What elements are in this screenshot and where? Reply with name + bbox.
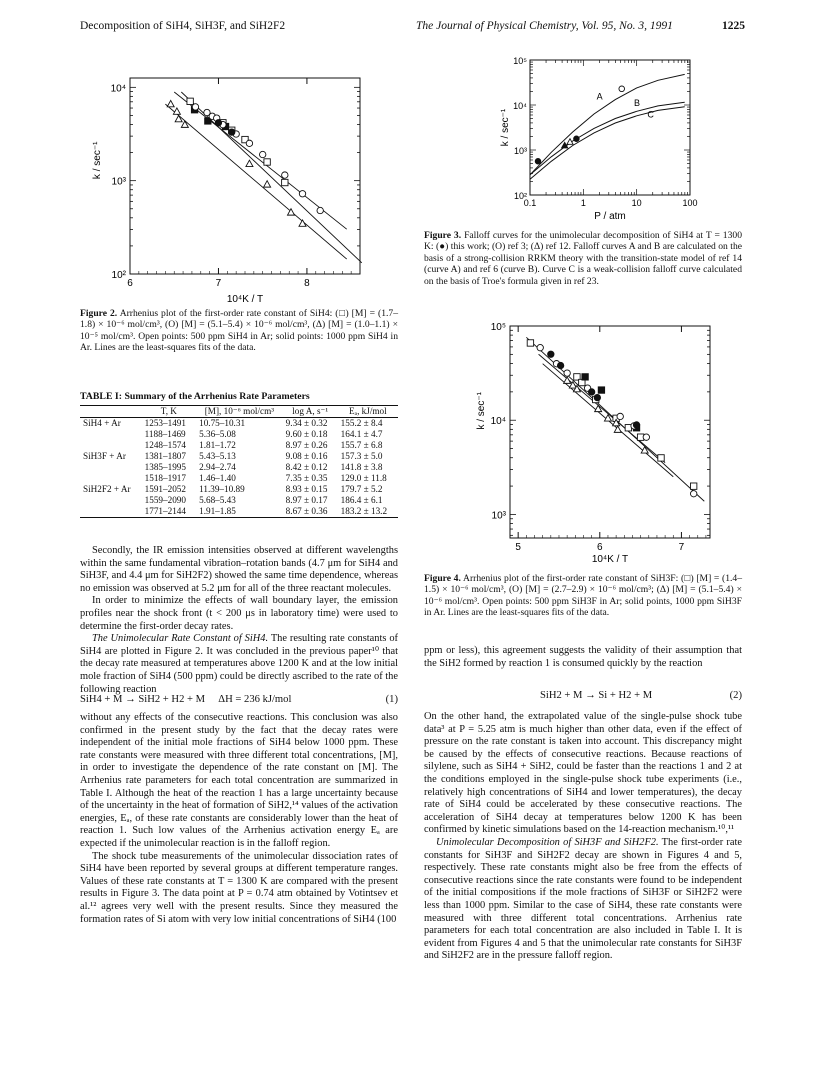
data-point-circle: [574, 136, 580, 142]
paragraph: In order to minimize the effects of wall boundary layer, the emission profiles near the shock front (t < 200 μs in laboratory time) were used to determine the first-order decay rates.: [80, 595, 398, 632]
table-cell: SiH4 + Ar: [83, 418, 121, 428]
header-journal: The Journal of Physical Chemistry, Vol. 95, No. 3, 1991: [416, 20, 673, 32]
data-point-square: [582, 374, 588, 380]
table-cell: [80, 462, 142, 473]
figure-3-caption: [424, 230, 742, 287]
data-point-circle: [548, 351, 554, 357]
figure-4-label: Figure 4.: [424, 573, 461, 584]
table-cell: 5.43–5.13: [199, 451, 236, 461]
section-heading: The Unimolecular Rate Constant of SiH4.: [92, 633, 269, 645]
paragraph-text: The resulting rate constants of SiH4 are plotted in Figure 2. It was concluded in the previous paper¹⁰ that the decay rate measured at temperatures above 1200 K and at the low initial mole fraction of SiH4 (500 ppm) could be directly ascribed to the rate of the following reaction: [80, 633, 399, 695]
table-cell: 1771–2144: [144, 506, 186, 516]
y-tick-label: 10³: [491, 510, 506, 522]
table-cell: 1518–1917: [144, 473, 186, 483]
data-point-triangle: [167, 100, 174, 106]
table-row: [80, 429, 398, 440]
table-1-body: [80, 418, 398, 518]
table-cell: [80, 429, 142, 440]
table-cell: 157.3 ± 5.0: [340, 451, 383, 461]
paragraph: ppm or less), this agreement suggests the validity of their assumption that the SiH2 formed by reaction 1 is consumed quickly by the reaction: [424, 645, 742, 669]
data-point-square: [187, 98, 193, 104]
table-cell: 183.2 ± 13.2: [340, 506, 388, 516]
data-point-circle: [619, 86, 625, 92]
x-tick-label: 6: [127, 278, 133, 289]
data-point-square: [598, 387, 604, 393]
data-point-circle: [259, 151, 265, 157]
table-cell: 8.93 ± 0.15: [285, 484, 328, 494]
data-point-square: [690, 483, 696, 489]
paragraph: On the other hand, the extrapolated value of the single-pulse shock tube data³ at P = 5.25 atm is much higher than other data, even if the effect of pressure on the rate constant is taken into account. This discrepancy might be caused by the effects of consecutive reactions. Because reactions of silylene, such as SiH4 + SiH2, could be faster than the reactions 1 and 2 at the conditions employed in the single-pulse shock tube experiments (i.e., relatively high concentrations of SiH4 and lower temperatures), the decay rate of SiH4 could be accelerated by these consecutive reactions. The acceleration of SiH4 decay at temperatures below 1200 K has been confirmed by kinetic simulations based on the 14-reaction mechanism.¹⁰,¹¹: [424, 711, 742, 836]
data-point-circle: [537, 344, 543, 350]
equation-2-text: SiH2 + M → Si + H2 + M: [540, 690, 653, 701]
x-axis-label: P / atm: [594, 211, 626, 222]
table-cell: 5.36–5.08: [199, 429, 236, 439]
x-tick-label: 10: [631, 198, 642, 208]
section-heading: Unimolecular Decomposition of SiH3F and SiH2F2.: [436, 836, 659, 848]
x-axis-label: 10⁴K / T: [226, 294, 264, 305]
data-point-circle: [215, 120, 221, 126]
data-point-circle: [317, 207, 323, 213]
y-axis-label: k / sec⁻¹: [476, 392, 487, 430]
table-cell: [80, 440, 142, 451]
table-cell: 1591–2052: [144, 484, 186, 494]
figure-2-label: Figure 2.: [80, 308, 118, 319]
table-cell: 1188–1469: [144, 429, 186, 439]
table-cell: [80, 506, 142, 518]
table-cell: 1385–1995: [144, 462, 186, 472]
y-tick-label: 10²: [513, 191, 527, 201]
table-header-cell: Eₐ, kJ/mol: [348, 406, 387, 416]
data-point-circle: [557, 362, 563, 368]
data-point-circle: [192, 104, 198, 110]
data-point-triangle: [173, 108, 180, 114]
table-1: [80, 391, 398, 518]
table-cell: 141.8 ± 3.8: [340, 462, 383, 472]
data-point-circle: [564, 370, 570, 376]
figure-4-chart: [470, 312, 720, 574]
data-point-circle: [594, 394, 600, 400]
falloff-curve: [530, 102, 685, 175]
table-cell: 1253–1491: [144, 418, 186, 428]
x-tick-label: 8: [304, 278, 310, 289]
x-tick-label: 7: [678, 542, 685, 553]
paragraph: The shock tube measurements of the unimolecular dissociation rates of SiH4 have been reported by several groups at different temperature ranges. Values of these rate constants at T = 1300 K are compared with the present results in Figure 3. The data point at P = 0.74 atm obtained by Votintsev et al.¹² agrees very well with the present results. Since they measured the formation rates of Si atom with very low initial concentrations of SiH4 (100: [80, 850, 398, 925]
x-tick-label: 5: [515, 542, 521, 553]
data-point-circle: [588, 389, 594, 395]
table-cell: 186.4 ± 6.1: [340, 495, 383, 505]
plot-frame: [530, 60, 690, 195]
table-cell: 1.46–1.40: [199, 473, 236, 483]
data-point-triangle: [264, 181, 271, 187]
data-point-square: [658, 455, 664, 461]
plot-frame: [510, 326, 710, 538]
data-point-circle: [643, 434, 649, 440]
table-cell: 8.97 ± 0.26: [285, 440, 328, 450]
table-1-grid: [80, 405, 398, 518]
y-tick-label: 10⁵: [490, 322, 506, 333]
data-point-square: [264, 159, 270, 165]
table-header-cell: log A, s⁻¹: [292, 406, 329, 416]
paragraph: [424, 837, 742, 963]
table-cell: 155.7 ± 6.8: [340, 440, 383, 450]
data-point-triangle: [564, 377, 571, 383]
figure-2-caption: [80, 308, 398, 354]
y-tick-label: 10²: [111, 270, 126, 281]
table-header-cell: [M], 10⁻⁶ mol/cm³: [204, 406, 274, 416]
figure-4-caption: [424, 573, 742, 619]
table-row: [80, 440, 398, 451]
y-axis-label: k / sec⁻¹: [500, 108, 511, 147]
table-row: [80, 462, 398, 473]
figure-3-label: Figure 3.: [424, 230, 462, 241]
table-cell: [80, 495, 142, 506]
x-tick-label: 1: [580, 198, 586, 208]
paragraph: [80, 633, 398, 696]
curve-label: B: [634, 97, 641, 108]
table-cell: 11.39–10.89: [199, 484, 245, 494]
table-cell: 129.0 ± 11.8: [340, 473, 387, 483]
table-cell: 179.7 ± 5.2: [340, 484, 383, 494]
table-cell: 1381–1807: [144, 451, 186, 461]
table-cell: [80, 473, 142, 484]
figure-3-chart: [490, 50, 720, 230]
table-cell: 1.81–1.72: [199, 440, 236, 450]
figure-2-caption-text: Arrhenius plot of the first-order rate constant of SiH4: (□) [M] = (1.7–1.8) × 10⁻⁶ mol/cm³, (O) [M] = (5.1–5.4) × 10⁻⁶ mol/cm³, (Δ) [M] = (1.0–1.1) × 10⁻⁵ mol/cm³. Open points: 500 ppm SiH4 in Ar; solid points: 1000 ppm SiH4 in Ar. Lines are the least-squares fits of the data.: [80, 308, 398, 354]
y-tick-label: 10³: [513, 146, 527, 156]
y-tick-label: 10³: [111, 176, 126, 188]
table-1-title: TABLE I: Summary of the Arrhenius Rate Parameters: [80, 391, 310, 402]
paragraph: Secondly, the IR emission intensities observed at different wavelengths within the same fundamental vibration–rotation bands (4.7 μm for SiH4 and SiH3F, and 4.4 μm for SiH2F2) showed the same time dependence, whereas no emission was observed at 5.2 μm for all of the three reactant molecules.: [80, 545, 398, 594]
x-tick-label: 6: [597, 542, 603, 553]
fit-line: [165, 104, 346, 259]
table-row: [80, 418, 398, 430]
data-point-circle: [246, 140, 252, 146]
table-cell: 9.34 ± 0.32: [285, 418, 328, 428]
data-point-circle: [282, 172, 288, 178]
table-cell: 5.68–5.43: [199, 495, 236, 505]
table-row: [80, 473, 398, 484]
table-cell: 8.42 ± 0.12: [285, 462, 328, 472]
fit-line: [539, 354, 666, 462]
data-point-circle: [617, 413, 623, 419]
table-cell: 8.67 ± 0.36: [285, 506, 328, 516]
table-cell: SiH3F + Ar: [83, 451, 126, 461]
data-point-circle: [229, 129, 235, 135]
equation-2: [540, 690, 742, 701]
table-header-cell: [80, 406, 142, 418]
data-point-circle: [690, 491, 696, 497]
paragraph: without any effects of the consecutive reactions. This conclusion was also confirmed in the present study by the fact that the decay rates were independent of the initial mole fractions of SiH4 below 1000 ppm. These rate constants were measured with three different total concentrations, [M], in order to investigate the dependence of the rate constant on [M]. The Arrhenius rate parameters for each total concentration are summarized in Table I. Although the heat of the reaction 1 has a large uncertainty because of the uncertainty in the heat of formation of SiH2,¹⁴ values of the activation energies, Eₐ, of these rate constants are considerably lower than the heat of reaction 1. Such low values of the Arrhenius activation energy Eₐ are expected if the unimolecular reaction is in the falloff region.: [80, 712, 398, 849]
equation-1-text: SiH4 + M → SiH2 + H2 + M ΔH = 236 kJ/mol: [80, 694, 292, 705]
right-column-lower: [424, 711, 742, 963]
equation-1-number: (1): [385, 694, 398, 705]
data-point-triangle: [246, 160, 253, 166]
curve-label: C: [647, 109, 654, 120]
table-cell: 164.1 ± 4.7: [340, 429, 383, 439]
falloff-curve: [530, 107, 685, 180]
table-row: [80, 495, 398, 506]
table-row: [80, 484, 398, 495]
y-axis-label: k / sec⁻¹: [92, 141, 103, 180]
table-cell: 9.08 ± 0.16: [285, 451, 328, 461]
paragraph-text: The first-order rate constants for SiH3F and SiH2F2 decay are shown in Figures 4 and 5, respectively. These rate constants might also be free from the effects of consecutive reactions since the rate constants were found to be independent of the initial compositions if the mole fractions of SiH3F or SiH2F2 were less than 1000 ppm. Similar to the case of SiH4, these rate constants were measured with three different total concentrations. Arrhenius rate parameters for each total concentration are also included in Table I. It is evident from Figures 4 and 5 that the unimolecular rate constants for SiH3F and SiH2F2 are in the pressure falloff region.: [424, 836, 742, 962]
left-column-upper: [80, 545, 398, 696]
y-tick-label: 10⁴: [110, 83, 126, 95]
data-point-square: [282, 179, 288, 185]
table-cell: 2.94–2.74: [199, 462, 236, 472]
table-cell: 8.97 ± 0.17: [285, 495, 328, 505]
table-cell: 9.60 ± 0.18: [285, 429, 328, 439]
table-row: [80, 506, 398, 518]
table-cell: 1559–2090: [144, 495, 186, 505]
table-cell: 1.91–1.85: [199, 506, 236, 516]
data-point-square: [527, 340, 533, 346]
table-cell: SiH2F2 + Ar: [83, 484, 131, 494]
x-axis-label: 10⁴K / T: [591, 554, 629, 565]
y-tick-label: 10⁴: [490, 416, 506, 428]
y-tick-label: 10⁴: [513, 101, 527, 111]
equation-1: [80, 694, 398, 705]
table-row: [80, 451, 398, 462]
plot-frame: [130, 78, 360, 274]
table-cell: 155.2 ± 8.4: [340, 418, 383, 428]
page-number: 1225: [722, 20, 745, 32]
equation-2-number: (2): [729, 690, 742, 701]
right-column-upper: [424, 645, 742, 670]
data-point-circle: [299, 191, 305, 197]
table-header-cell: T, K: [160, 406, 177, 416]
table-cell: 1248–1574: [144, 440, 186, 450]
data-point-triangle: [175, 115, 182, 121]
data-point-circle: [535, 158, 541, 164]
figure-3-caption-text: Falloff curves for the unimolecular decomposition of SiH4 at T = 1300 K: (●) this work; (O) ref 3; (Δ) ref 12. Falloff curves A and B are calculated on the basis of a strong-collision RRKM theory with the transition-state model of ref 14 (curve A) and ref 6 (curve B). Curve C is a weak-collision falloff curve calculated on the basis of Troe's formula given in ref 23.: [424, 230, 742, 287]
figure-4-caption-text: Arrhenius plot of the first-order rate constant of SiH3F: (□) [M] = (1.4–1.5) × 10⁻⁶ mol/cm³, (O) [M] = (2.7–2.9) × 10⁻⁶ mol/cm³; (Δ) [M] = (5.1–5.4) × 10⁻⁶ mol/cm³. Open points: 500 ppm SiH3F in Ar; solid points, 1000 ppm SiH3F in Ar. Lines are the least-squares fits of the data.: [424, 573, 742, 619]
x-tick-label: 0.1: [523, 198, 537, 208]
figure-2-chart: [80, 70, 410, 308]
y-tick-label: 10⁵: [513, 56, 527, 66]
table-header-row: [80, 406, 398, 418]
left-column-lower: [80, 712, 398, 926]
curve-label: A: [596, 91, 603, 102]
x-tick-label: 100: [682, 198, 698, 208]
table-cell: 7.35 ± 0.35: [285, 473, 328, 483]
table-cell: 10.75–10.31: [199, 418, 246, 428]
data-point-circle: [633, 422, 639, 428]
x-tick-label: 7: [215, 278, 222, 289]
header-left: Decomposition of SiH4, SiH3F, and SiH2F2: [80, 20, 286, 32]
